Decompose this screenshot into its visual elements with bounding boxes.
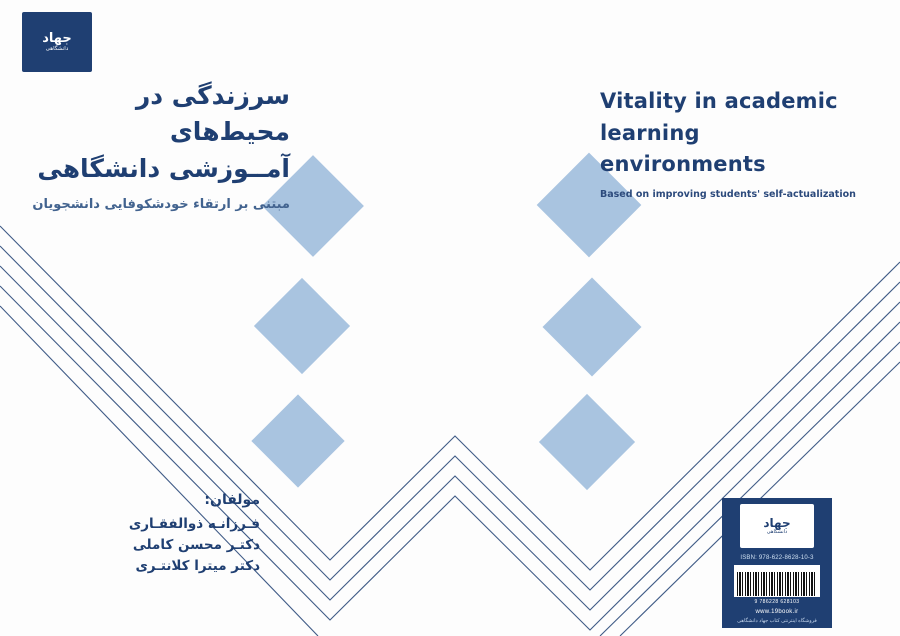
english-title-line-2: learning environments [600, 120, 766, 176]
decorative-diamond [539, 394, 635, 490]
decorative-diamond [543, 278, 642, 377]
barcode-icon [734, 565, 820, 597]
publisher-seal-icon [740, 504, 814, 548]
publisher-logo-text: جهاد [42, 30, 72, 46]
barcode-bars [737, 572, 817, 596]
author-name: دکتر میترا کلانتـری [135, 557, 260, 574]
seal-subtext: دانشگاهی [766, 528, 788, 535]
english-title-block [600, 86, 868, 200]
publisher-isbn-panel [722, 498, 832, 628]
decorative-diamond [251, 394, 344, 487]
isbn-label: ISBN: 978-622-8628-10-3 [740, 555, 814, 561]
english-subtitle: Based on improving students' self-actualization [600, 188, 856, 200]
persian-title-block [30, 78, 290, 212]
persian-title-line-2: آمــوزشی دانشگاهی [37, 153, 290, 183]
author-name: دکتـر محسن کاملی [132, 536, 260, 553]
english-title-line-1: Vitality in academic [600, 89, 838, 113]
publisher-logo-subtext: دانشگاهی [45, 46, 69, 53]
author-name: فـرزانـه ذوالفقـاری [128, 516, 260, 532]
publisher-logo-icon [22, 12, 92, 72]
publisher-footer-note: فروشگاه اینترنتی کتاب جهاد دانشگاهی [737, 618, 817, 624]
persian-subtitle: مبتنی بر ارتقاء خودشکوفایی دانشجویان [32, 196, 290, 212]
authors-label: مولفان: [204, 492, 260, 508]
ean-digits: 9 786228 628103 [754, 599, 800, 605]
decorative-diamond [254, 278, 350, 374]
persian-title-line-1: سرزندگی در محیط‌های [135, 81, 290, 147]
publisher-website: www.19book.ir [755, 609, 799, 615]
authors-block [60, 492, 260, 577]
seal-text: جهاد [763, 516, 791, 531]
